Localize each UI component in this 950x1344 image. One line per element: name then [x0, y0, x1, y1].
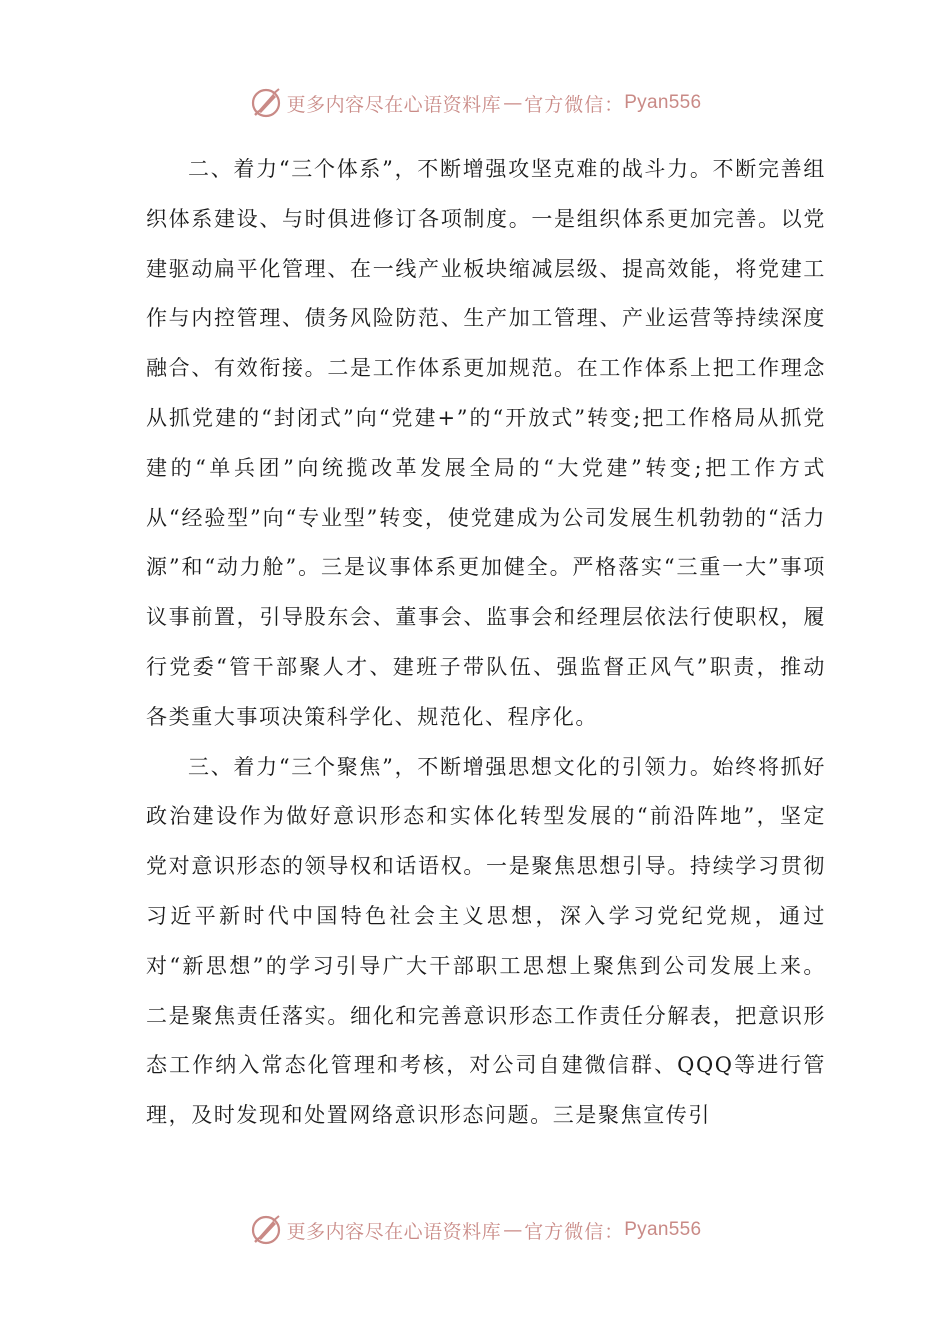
wechat-id: Pyan556	[624, 1219, 702, 1240]
header-watermark-banner	[0, 81, 950, 125]
paragraph-three-systems: 二、着力“三个体系”，不断增强攻坚克难的战斗力。不断完善组织体系建设、与时俱进修订各项制度。一是组织体系更加完善。以党建驱动扁平化管理、在一线产业板块缩减层级、提高效能，将党建工作与内控管理、债务风险防范、生产加工管理、产业运营等持续深度融合、有效衔接。二是工作体系更加规范。在工作体系上把工作理念从抓党建的“封闭式”向“党建+”的“开放式”转变;把工作格局从抓党建的“单兵团”向统揽改革发展全局的“大党建”转变;把工作方式从“经验型”向“专业型”转变，使党建成为公司发展生机勃勃的“活力源”和“动力舱”。三是议事体系更加健全。严格落实“三重一大”事项议事前置，引导股东会、董事会、监事会和经理层依法行使职权，履行党委“管干部聚人才、建班子带队伍、强监督正风气”职责，推动各类重大事项决策科学化、规范化、程序化。	[146, 157, 826, 729]
wechat-label: 官方微信：	[524, 1220, 625, 1243]
banner-separator: —	[503, 1219, 523, 1241]
wechat-id: Pyan556	[624, 92, 702, 113]
footer-watermark-banner	[0, 1208, 950, 1252]
document-body	[146, 145, 826, 1141]
brand-text: 更多内容尽在心语资料库	[286, 1220, 502, 1243]
quill-pen-logo-icon	[249, 86, 283, 120]
brand-text: 更多内容尽在心语资料库	[286, 93, 502, 116]
quill-pen-logo-icon	[249, 1213, 283, 1247]
wechat-label: 官方微信：	[524, 93, 625, 116]
banner-separator: —	[503, 92, 523, 114]
paragraph-three-focuses: 三、着力“三个聚焦”，不断增强思想文化的引领力。始终将抓好政治建设作为做好意识形态和实体化转型发展的“前沿阵地”，坚定党对意识形态的领导权和话语权。一是聚焦思想引导。持续学习贯彻习近平新时代中国特色社会主义思想，深入学习党纪党规，通过对“新思想”的学习引导广大干部职工思想上聚焦到公司发展上来。二是聚焦责任落实。细化和完善意识形态工作责任分解表，把意识形态工作纳入常态化管理和考核，对公司自建微信群、QQQ等进行管理，及时发现和处置网络意识形态问题。三是聚焦宣传引	[146, 754, 826, 1128]
